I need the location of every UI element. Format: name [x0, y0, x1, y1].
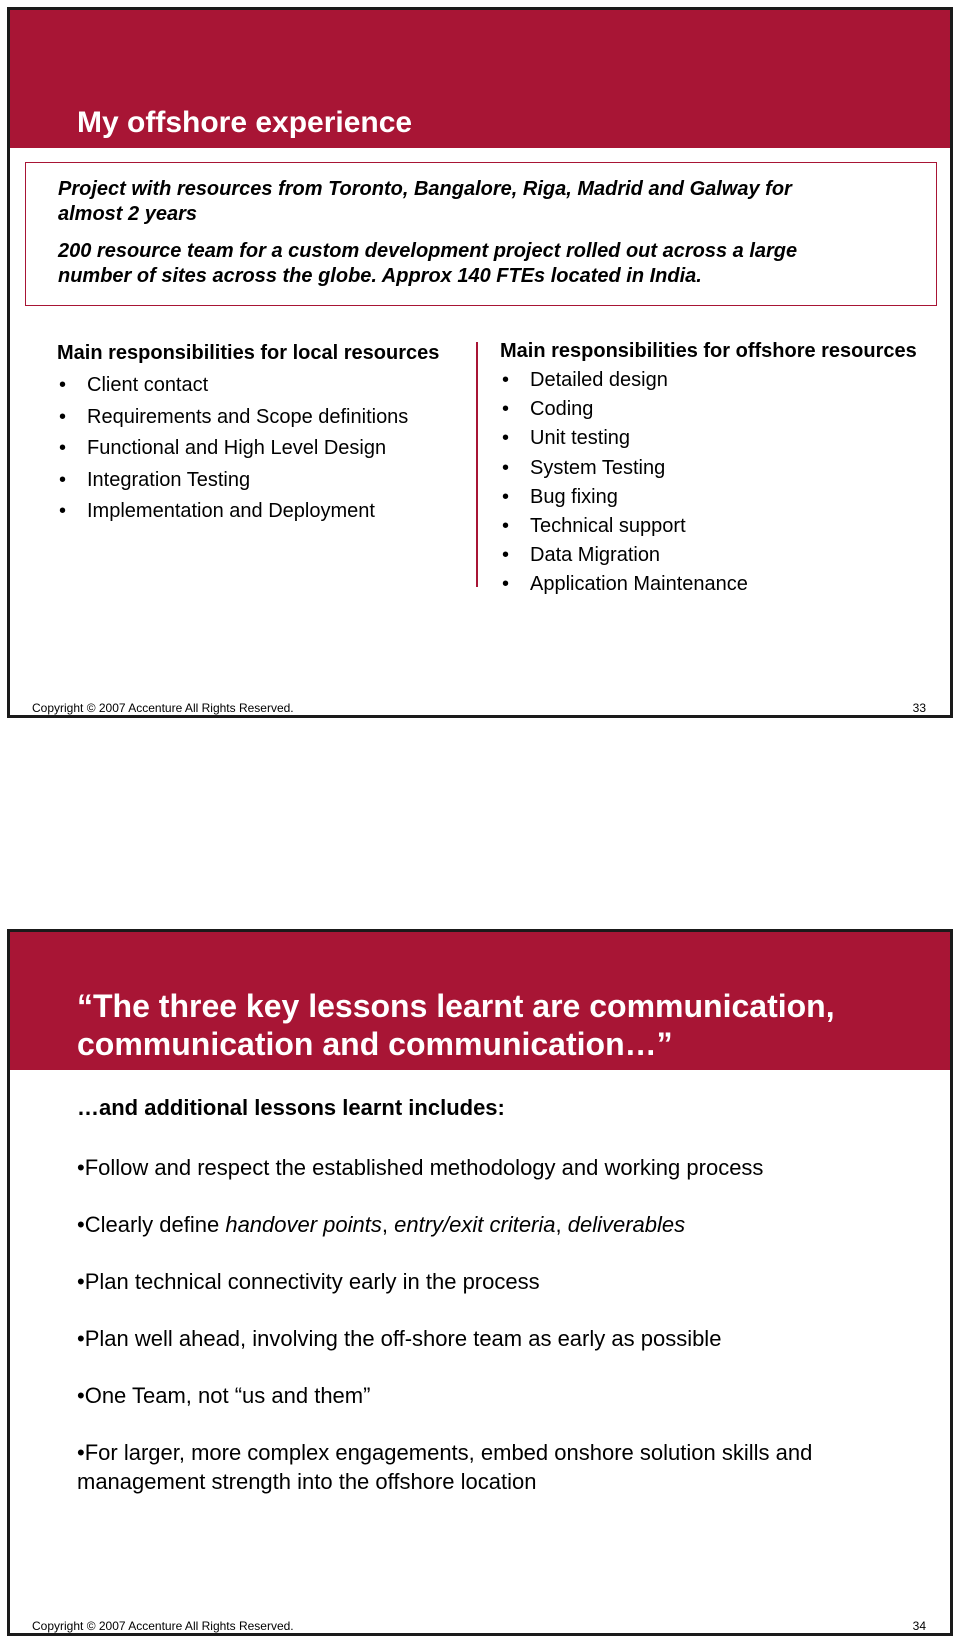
footer-copyright: Copyright © 2007 Accenture All Rights Reserved.	[32, 1619, 294, 1633]
list-item: • Application Maintenance	[500, 570, 950, 599]
list-item: •Plan well ahead, involving the off-shore team as early as possible	[77, 1326, 722, 1351]
list-item: • Implementation and Deployment	[57, 496, 467, 528]
list-item: • Integration Testing	[57, 465, 467, 497]
lesson-emphasis: handover points	[225, 1212, 382, 1237]
list-item: • Unit testing	[500, 424, 950, 453]
list-item: • Bug fixing	[500, 483, 950, 512]
lessons-subheading: …and additional lessons learnt includes:	[77, 1095, 505, 1120]
list-item: • Coding	[500, 395, 950, 424]
list-item: • Requirements and Scope definitions	[57, 402, 467, 434]
list-item: • Detailed design	[500, 366, 950, 395]
offshore-heading: Main responsibilities for offshore resources	[500, 340, 917, 362]
local-list	[57, 370, 467, 528]
list-item: •For larger, more complex engagements, embed onshore solution skills and management strength into the offshore location	[77, 1440, 813, 1494]
slide-title: My offshore experience	[77, 106, 413, 139]
list-item: •Follow and respect the established methodology and working process	[77, 1155, 764, 1180]
summary-line: Project with resources from Toronto, Bangalore, Riga, Madrid and Galway for almost 2 years	[58, 178, 792, 225]
offshore-list	[500, 366, 950, 600]
footer-copyright: Copyright © 2007 Accenture All Rights Reserved.	[32, 701, 294, 715]
list-item: • Data Migration	[500, 541, 950, 570]
project-summary-box	[25, 162, 937, 306]
slide-33	[7, 7, 953, 718]
summary-line: 200 resource team for a custom development project rolled out across a large number of sites across the globe. Approx 140 FTEs located in India.	[58, 240, 798, 287]
slide-title: “The three key lessons learnt are communication, communication and communication…”	[77, 988, 835, 1062]
column-divider	[476, 342, 478, 587]
list-item: • Client contact	[57, 370, 467, 402]
list-item: •One Team, not “us and them”	[77, 1383, 371, 1408]
list-item: •Plan technical connectivity early in the process	[77, 1269, 540, 1294]
lesson-text: ,	[381, 1212, 395, 1237]
slide-34	[7, 929, 953, 1636]
lesson-text: •Clearly define	[77, 1212, 226, 1237]
page-number: 33	[912, 701, 926, 715]
lesson-emphasis: entry/exit criteria	[394, 1212, 556, 1237]
list-item: • Functional and High Level Design	[57, 433, 467, 465]
local-responsibilities	[57, 340, 467, 528]
local-heading: Main responsibilities for local resources	[57, 342, 440, 364]
lessons-list	[77, 1153, 907, 1496]
lesson-text: ,	[555, 1212, 568, 1237]
list-item: • Technical support	[500, 512, 950, 541]
lesson-emphasis: deliverables	[567, 1212, 686, 1237]
page-number: 34	[912, 1619, 926, 1633]
list-item: • System Testing	[500, 454, 950, 483]
list-item	[77, 1210, 907, 1239]
offshore-responsibilities	[500, 338, 950, 600]
